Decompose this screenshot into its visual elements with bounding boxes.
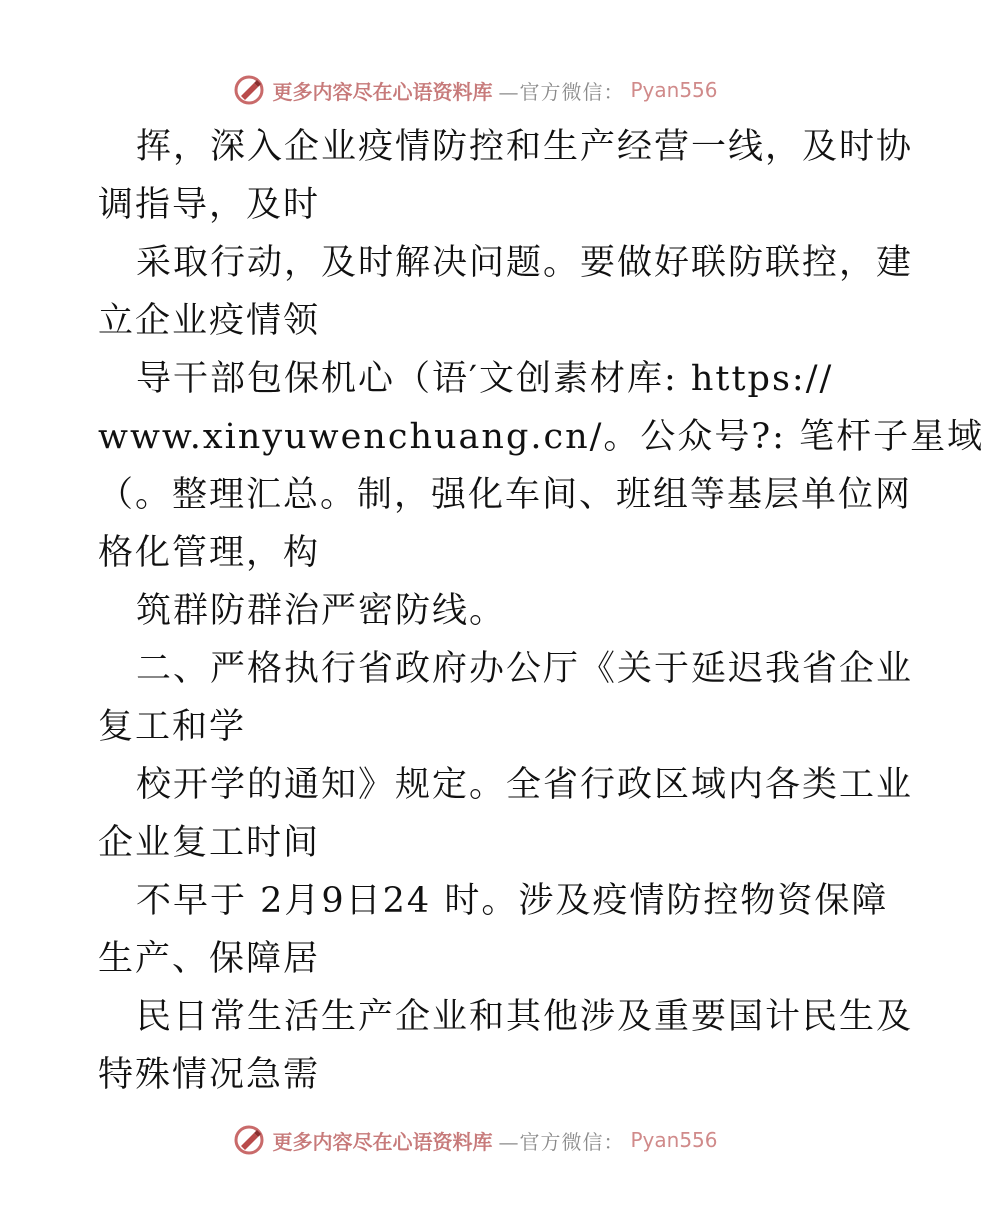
header-watermark (0, 70, 950, 110)
text-line: 挥，深入企业疫情防控和生产经营一线，及时协 (136, 127, 914, 167)
watermark-wechat-id: Pyan556 (630, 1128, 718, 1152)
text-line: 企业复工时间 (98, 823, 321, 863)
text-line: 二、严格执行省政府办公厅《关于延迟我省企业 (136, 649, 914, 689)
watermark-wechat-id: Pyan556 (630, 78, 718, 102)
watermark-official-label: —官方微信： (498, 1129, 625, 1154)
watermark-official-label: —官方微信： (498, 79, 625, 104)
text-line: www.xinyuwenchuang.cn/。公众号?: 笔杆子星域 (98, 417, 984, 457)
text-line: 生产、保障居 (98, 939, 321, 979)
text-line: 立企业疫情领 (98, 301, 321, 341)
watermark-site-name: 更多内容尽在心语资料库 (272, 79, 493, 104)
text-line: 采取行动，及时解决问题。要做好联防联控，建 (136, 243, 914, 283)
footer-watermark (0, 1120, 950, 1160)
text-line: 导干部包保机心（语′文创素材库: https:// (136, 359, 834, 399)
text-line: 校开学的通知》规定。全省行政区域内各类工业 (136, 765, 914, 805)
pen-logo-icon (232, 73, 266, 107)
watermark-site-name: 更多内容尽在心语资料库 (272, 1129, 493, 1154)
pen-logo-icon (232, 1123, 266, 1157)
text-line: 不早于 2月9日24 时。涉及疫情防控物资保障 (136, 881, 889, 921)
document-body (98, 118, 984, 1104)
text-line: 格化管理，构 (98, 533, 321, 573)
text-line: 特殊情况急需 (98, 1055, 321, 1095)
text-line: （。整理汇总。制，强化车间、班组等基层单位网 (98, 475, 913, 515)
text-line: 筑群防群治严密防线。 (136, 591, 507, 631)
text-line: 民日常生活生产企业和其他涉及重要国计民生及 (136, 997, 914, 1037)
text-line: 调指导，及时 (98, 185, 321, 225)
text-line: 复工和学 (98, 707, 247, 747)
